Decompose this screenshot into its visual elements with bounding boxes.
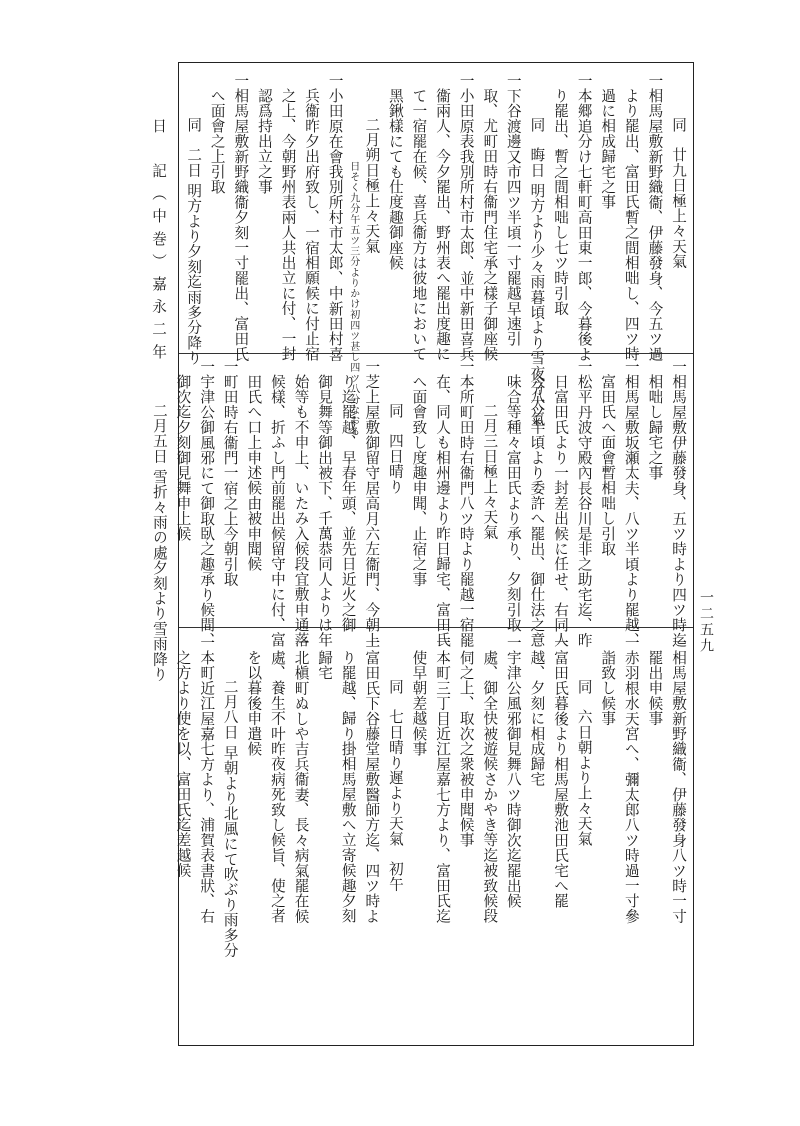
text-column: 一相馬屋敷伊藤發身、五ツ時より四ツ時迄: [670, 359, 687, 648]
text-column: 田氏へ口上申述候由被申聞候: [245, 374, 263, 572]
text-column: 一宇津公風邪御見舞八ツ時御次迄罷出候: [504, 635, 522, 909]
text-column: 一町田時右衞門一宿之上今朝引取: [221, 359, 239, 587]
text-column: 詣致し候事: [599, 650, 617, 726]
text-column: て一宿罷在候、喜兵衞方は彼地において: [410, 88, 428, 362]
text-column: 過に相成歸宅之事: [599, 88, 617, 210]
text-column: 一相馬屋敷新野織衞、伊藤發身、今五ツ過: [646, 73, 664, 362]
text-column: り迄罷越、早春年頭、並先日近火之御: [339, 374, 357, 633]
text-column: 罷出申候事: [646, 650, 664, 726]
text-column: へ面會之上引取: [208, 88, 226, 195]
text-column: 黑鍬樣にても仕度趣御座候: [386, 88, 404, 271]
text-column: 伺之上、取次之衆被申聞候事: [457, 650, 475, 848]
text-band-lower: [174, 635, 689, 1040]
page-number: 一二五九: [698, 590, 714, 654]
text-column: 兵衞昨夕出府致し、一宿相願候に付止宿: [303, 88, 321, 362]
text-column: 富田氏へ面會暫相咄し引取: [599, 374, 617, 557]
text-column: り罷出、暫之間相咄し七ツ時引取: [552, 88, 570, 316]
text-column: 今八ツ半頃より委許へ罷出、御仕法之意: [528, 374, 546, 648]
text-column: 一相馬屋敷新野織衞、伊藤發身八ツ時一寸: [670, 635, 687, 924]
text-column: 一松平丹波守殿內長谷川是非之助宅迄、昨: [575, 359, 593, 648]
entry-date-line: 二月三日極上々天氣: [481, 403, 499, 540]
text-band-middle: [150, 359, 689, 682]
text-column: 處、養生不叶昨夜病死致し候旨、使之者: [268, 650, 286, 924]
text-column: り罷越、歸り掛相馬屋敷へ立寄候趣夕刻: [339, 650, 357, 924]
text-column: 一小田原在會我別所村市太郎、中新田村喜: [326, 73, 344, 362]
text-column: 越、夕刻に相成歸宅: [528, 650, 546, 787]
text-column: 相咄し歸宅之事: [646, 374, 664, 481]
text-column: 一相馬屋敷坂瀬太夫、八ツ半頃より罷越、: [622, 359, 640, 648]
text-column: 一下谷渡邊又市四ツ半頃一寸罷越早速引: [504, 73, 522, 347]
text-column: 衞兩人、今夕罷出、野州表へ罷出度趣に: [434, 88, 452, 362]
text-column: を以暮後申遣候: [245, 650, 263, 757]
text-column: 日富田氏より一封差出候に任せ、右同人: [552, 374, 570, 648]
text-column: 處、御全快被遊候さかやき等迄被致候段: [481, 650, 499, 924]
text-column: 之上、今朝野州表兩人共出立に付、一封: [279, 88, 297, 362]
entry-date-line: 同 七日晴り遲より天氣 初午: [386, 679, 404, 892]
text-column: 御見舞等御出被下、千萬恭同人よりは年: [316, 374, 334, 648]
text-column: 一赤羽根水天宮へ、彌太郎八ツ時過一寸參: [622, 635, 640, 924]
text-column: 候樣、折ふし門前罷出候留守中に付、富: [268, 374, 286, 648]
text-column: 一本町三丁目近江屋嘉七方より、富田氏迄: [434, 635, 452, 924]
page-header-title: 日 記（中巻）嘉永二年: [150, 118, 167, 367]
annotation-note: 日そく九分午五ツ三分よりかけ初四ツ甚し四ツ八分なおる: [347, 161, 359, 437]
text-column: 取、尤町田時右衞門住宅承之樣子御座候: [481, 88, 499, 362]
entry-date-line: 同 六日朝より上々天氣: [575, 679, 593, 847]
text-column: 一富田氏下谷藤堂屋敷醫師方迄、四ツ時よ: [363, 635, 381, 924]
text-column: 御次迄夕刻御見舞申上候: [174, 374, 192, 542]
text-column: 一本郷追分け七軒町高田東一郎、今暮後よ: [575, 73, 593, 362]
entry-date-line: 二月五日 雪折々雨の處夕刻より雪雨降り: [150, 403, 168, 682]
entry-date-line: 二月朔日極上々天氣: [363, 117, 381, 254]
entry-date-line: 二月八日 早朝より北風にて吹ぶり雨多分: [221, 679, 239, 958]
text-column: 一小田原表我別所村市太郎、並中新田喜兵: [457, 73, 475, 362]
text-column: へ面會致し度趣申聞、止宿之事: [410, 374, 428, 587]
text-column: 一本町近江屋嘉七方より、浦賀表書狀、右: [198, 635, 216, 924]
text-column: 在、同人も相州邊より昨日歸宅、富田氏: [434, 374, 452, 648]
text-column: 始等も不申上、いたみ入候段宜敷申通落: [292, 374, 310, 648]
entry-date-line: 同 廿九日極上々天氣: [670, 117, 687, 269]
text-column: より罷出、富田氏暫之間相咄し、四ツ時: [622, 88, 640, 362]
text-column: 使早朝差越候事: [410, 650, 428, 757]
entry-date-line: 同 二日 明方より夕刻迄雨多分降り: [185, 117, 203, 366]
text-column: 一相馬屋敷新野織衞夕刻一寸罷出、富田氏: [232, 73, 250, 362]
text-column: 歸宅: [316, 650, 334, 681]
text-column: 一北槇町ぬしや吉兵衞妻、長々病氣罷在候: [292, 635, 310, 924]
text-column: 味合等種々富田氏より承り、夕刻引取: [504, 374, 522, 633]
text-column: 一宇津公御風邪にて御取臥之趣承り候間、: [198, 359, 216, 648]
entry-date-line: 同 晦日 明方より少々雨暮頃より雪夜分大氣: [528, 117, 546, 427]
text-column: 一芝上屋敷御留守居高月六左衞門、今朝上: [363, 359, 381, 648]
text-column: 認爲持出立之事: [255, 88, 273, 195]
entry-date-line: 同 四日晴り: [386, 403, 404, 495]
text-column: 一富田氏暮後より相馬屋敷池田氏宅へ罷: [552, 635, 570, 909]
text-column: 一本所町田時右衞門八ツ時より罷越一宿罷: [457, 359, 475, 648]
text-column: 之方より使を以、富田氏迄差越候: [174, 650, 192, 878]
